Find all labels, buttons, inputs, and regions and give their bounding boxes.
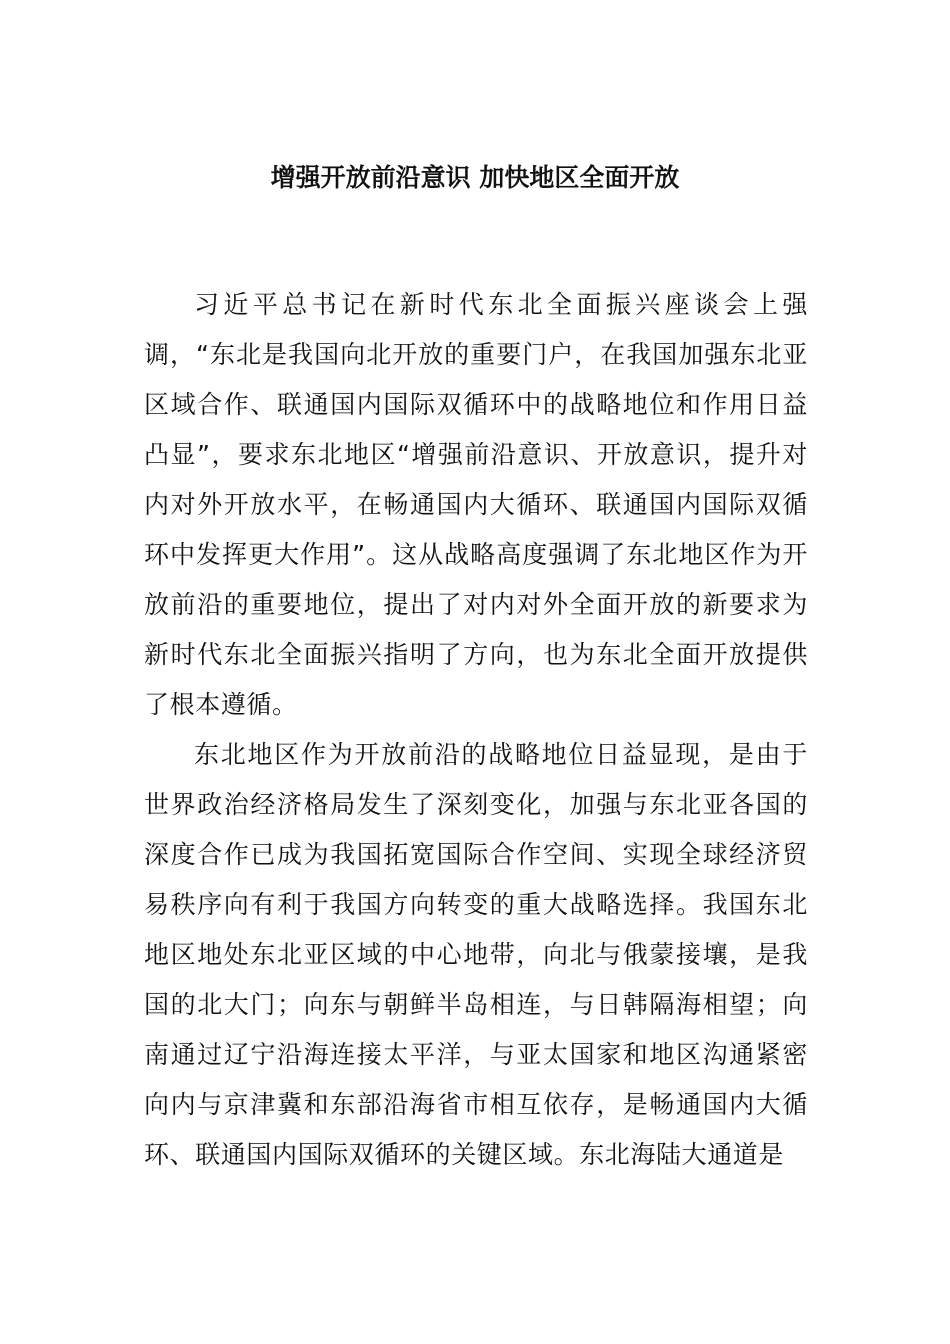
document-body <box>144 280 808 1180</box>
document-title: 增强开放前沿意识 加快地区全面开放 <box>270 163 680 192</box>
paragraph-1: 习近平总书记在新时代东北全面振兴座谈会上强调，“东北是我国向北开放的重要门户，在我国加强东北亚区域合作、联通国内国际双循环中的战略地位和作用日益凸显”，要求东北地区“增强前沿意识、开放意识，提升对内对外开放水平，在畅通国内大循环、联通国内国际双循环中发挥更大作用”。这从战略高度强调了东北地区作为开放前沿的重要地位，提出了对内对外全面开放的新要求为新时代东北全面振兴指明了方向，也为东北全面开放提供了根本遵循。 <box>144 290 808 719</box>
paragraph-2: 东北地区作为开放前沿的战略地位日益显现，是由于世界政治经济格局发生了深刻变化，加强与东北亚各国的深度合作已成为我国拓宽国际合作空间、实现全球经济贸易秩序向有利于我国方向转变的重大战略选择。我国东北地区地处东北亚区域的中心地带，向北与俄蒙接壤，是我国的北大门；向东与朝鲜半岛相连，与日韩隔海相望；向南通过辽宁沿海连接太平洋，与亚太国家和地区沟通紧密向内与京津冀和东部沿海省市相互依存，是畅通国内大循环、联通国内国际双循环的关键区域。东北海陆大通道是 <box>144 740 808 1169</box>
